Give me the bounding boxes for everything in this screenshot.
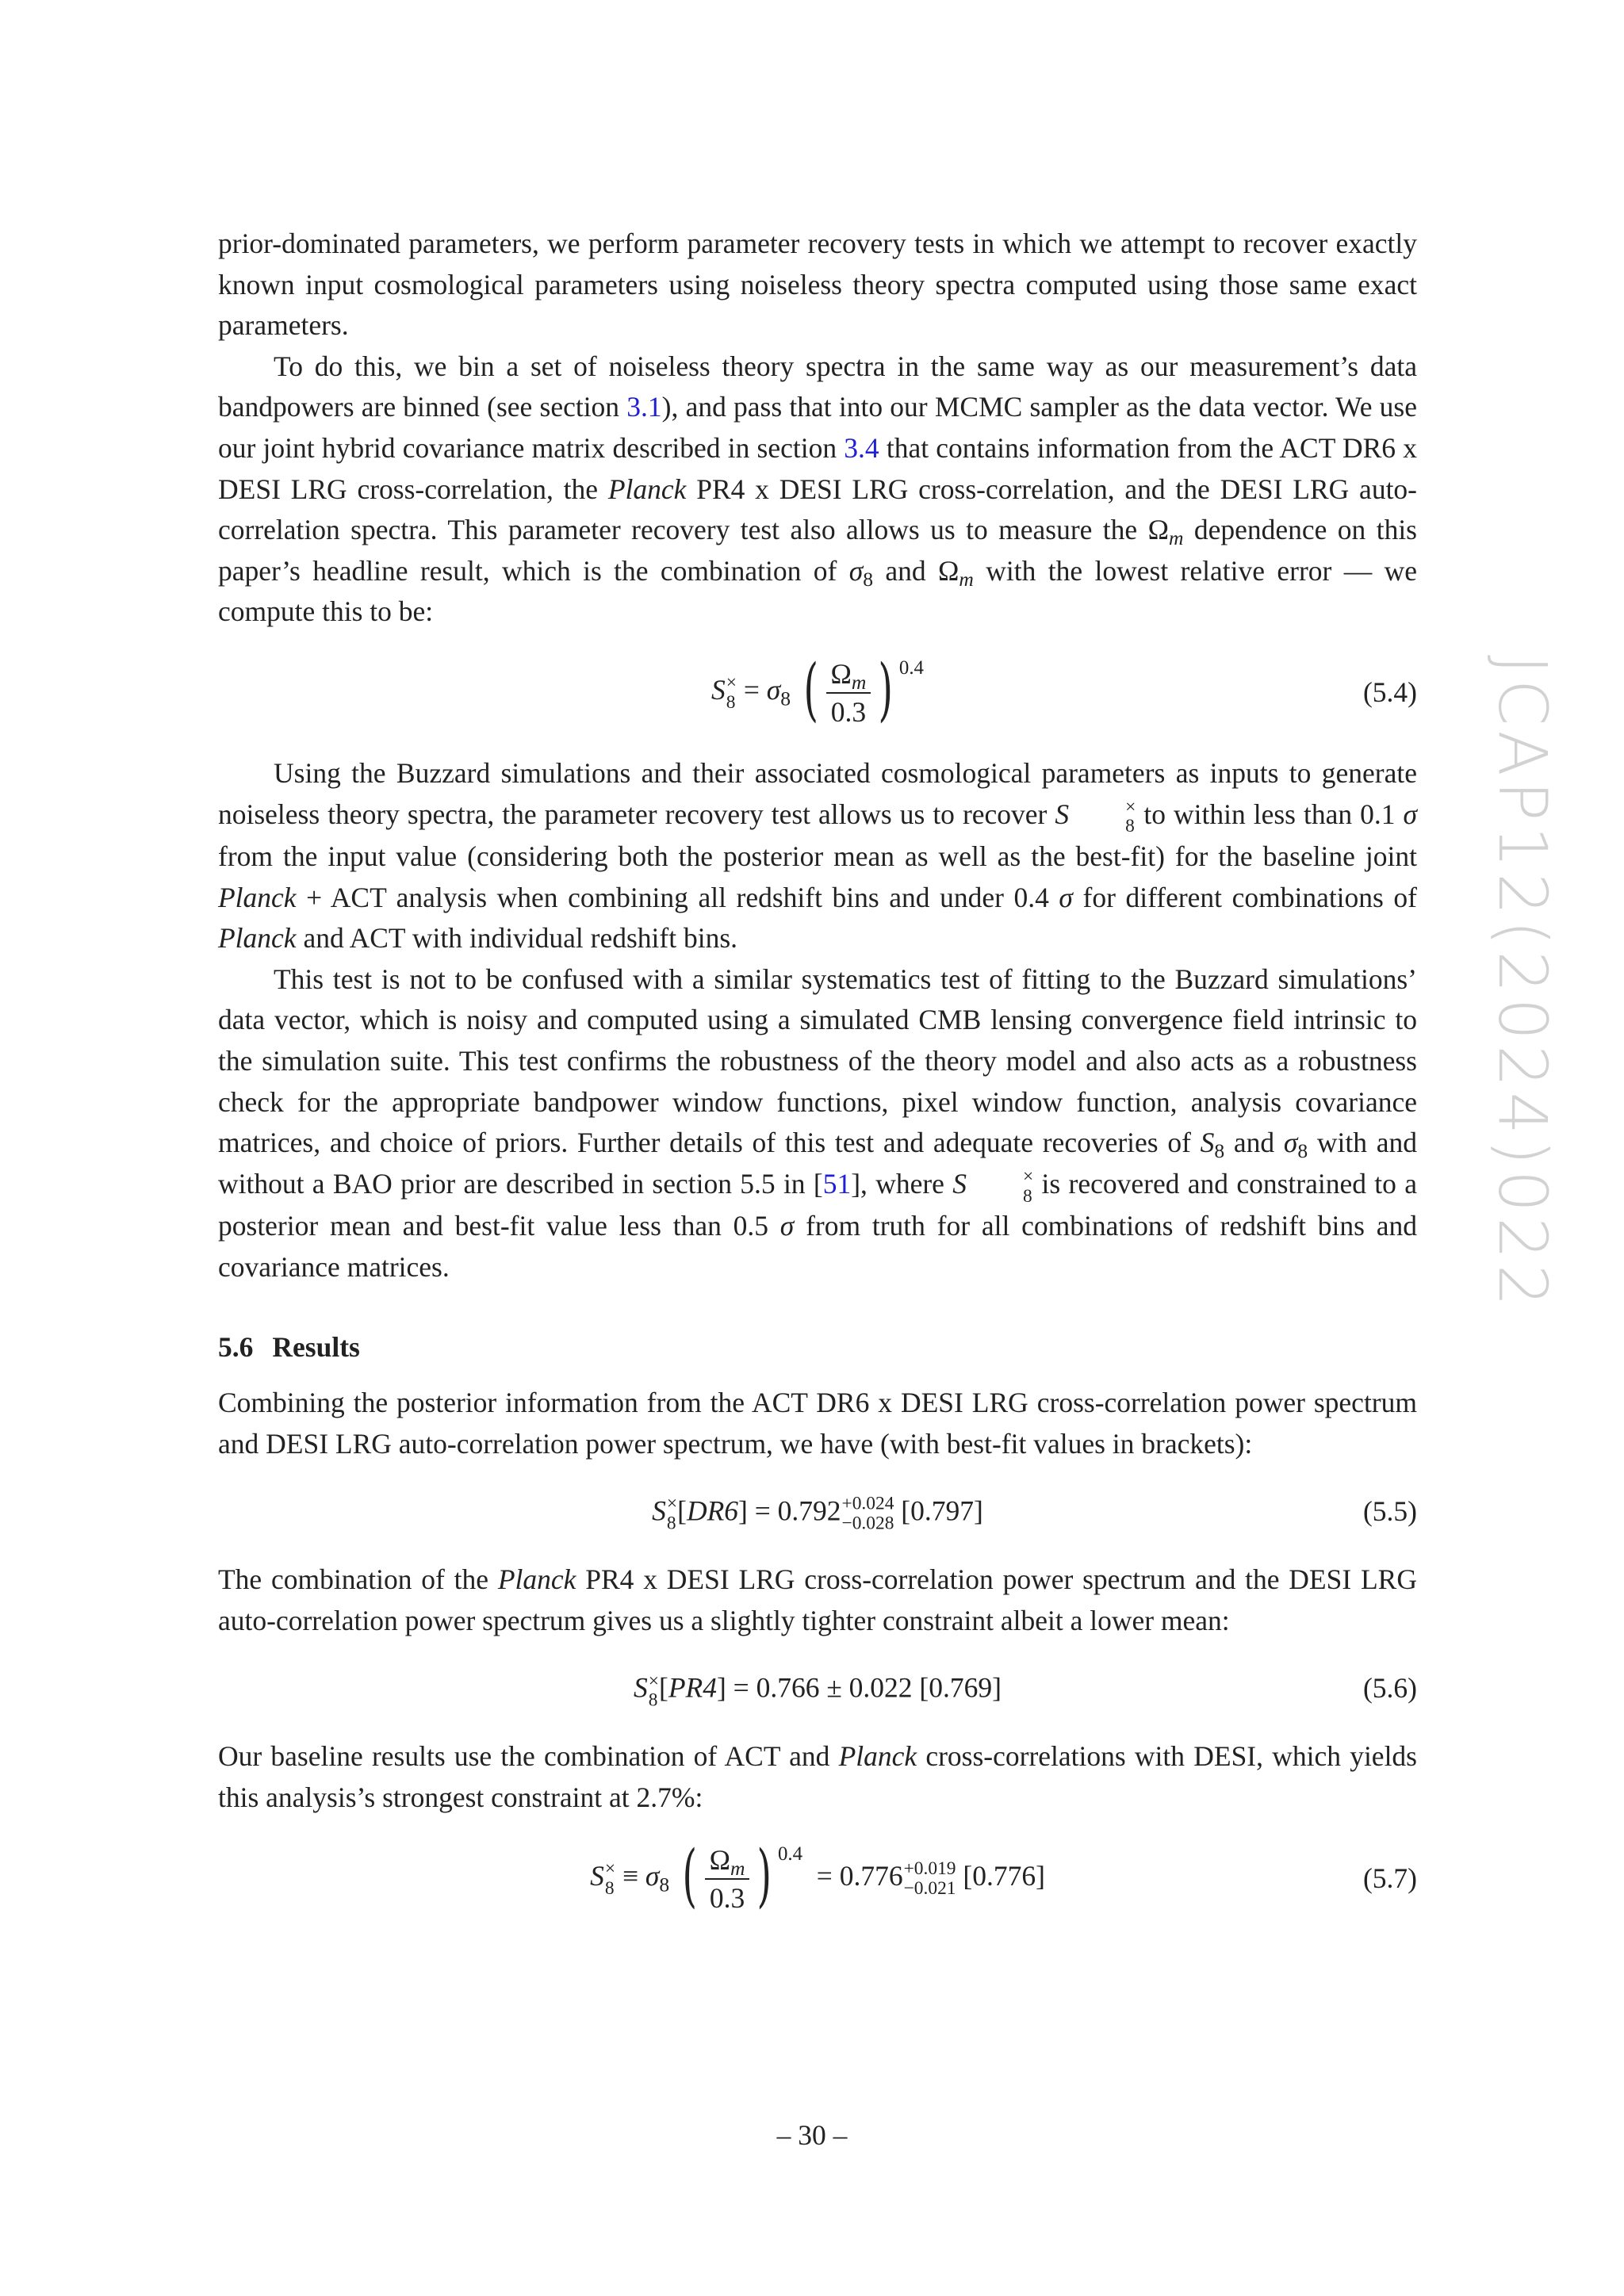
paragraph-1: prior-dominated parameters, we perform parameter recovery tests in which we attempt to recover exactly known input cosmological parameters using noiseless theory spectra computed using those same exact parameters.: [218, 228, 1417, 342]
paragraph-5: Combining the posterior information from the ACT DR6 x DESI LRG cross-correlation power spectrum and DESI LRG auto-correlation power spectrum, we have (with best-fit values in brackets):: [218, 1387, 1417, 1460]
eq-upper-error: +0.019: [903, 1858, 956, 1879]
eq-value: 0.776: [839, 1859, 903, 1892]
section-heading: [218, 1327, 1417, 1368]
page-number: – 30 –: [776, 2119, 848, 2151]
planck-italic: Planck: [497, 1563, 576, 1596]
section-link-3-4[interactable]: 3.4: [844, 431, 879, 464]
text-run: from the input value (considering both the posterior mean as well as the best-fit) for the baseline joint: [218, 840, 1417, 872]
equation-5-7: [218, 1830, 1417, 1928]
equation-5-5: [218, 1475, 1417, 1548]
text-run: Our baseline results use the combination of ACT and: [218, 1740, 839, 1773]
text-run: dependence on this paper’s headline result, which is the combination of: [218, 514, 1417, 587]
equation-body: S × 8 [PR4] = 0.766 ± 0.022 [0.769]: [634, 1670, 1002, 1711]
text-run: and: [873, 554, 939, 587]
section-title: Results: [272, 1331, 360, 1364]
exponent: 0.4: [898, 656, 924, 679]
paragraph-6: [218, 1559, 1417, 1641]
planck-italic: Planck: [218, 922, 297, 955]
eq-value: 0.792: [777, 1494, 841, 1527]
text-run: and ACT with individual redshift bins.: [296, 922, 738, 955]
planck-italic: Planck: [838, 1740, 917, 1773]
paragraph-2: To do this, we bin a set of noiseless theory spectra in the same way as our measurement’s data bandpowers are binned (see section 3.1), and pass that into our MCMC sampler as the data vector. We use our joint hybrid covariance matrix described in section 3.4 that contains information from the ACT DR6 x DESI LRG cross-correlation, the Planck PR4 x DESI LRG cross-correlation, and the DESI LRG auto-correlation spectra. This parameter recovery test also allows us to measure the $\Omega_m$ dependence on this paper’s headline result, which is the combination of $\sigma_8$ and $\Omega_m$ with the lowest relative error — we compute this to be:: [218, 350, 1418, 628]
text-run: The combination of the: [218, 1563, 498, 1596]
eq-lower-error: −0.021: [903, 1877, 956, 1899]
section-link-3-1[interactable]: 3.1: [626, 391, 662, 423]
text-run: + ACT analysis when combining all redshift bins and under 0.4: [296, 881, 1059, 913]
planck-italic: Planck: [218, 881, 297, 913]
text-run: with the lowest relative error — we compute this to be:: [218, 554, 1417, 628]
citation-link-51[interactable]: 51: [822, 1167, 852, 1200]
eq-lower-error: −0.028: [841, 1513, 894, 1534]
text-run: PR4 x DESI LRG cross-correlation power spectrum and the DESI LRG auto-correlation power spectrum gives us a slightly tighter constraint albeit a lower mean:: [218, 1563, 1417, 1636]
text-run: to within less than 0.1: [1136, 798, 1404, 830]
equation-body: S × 8 = $\sigma_8$ ( $\frac{\Omega_m}{0.3}$ ) $^{0.4}$: [711, 649, 924, 729]
fraction-denominator: 0.3: [709, 1881, 745, 1914]
text-run: for different combinations of: [1072, 881, 1418, 913]
text-run: ), and pass that into our MCMC sampler as the data vector. We use our joint hybrid covariance matrix described in section: [218, 391, 1417, 464]
paragraph-4: This test is not to be confused with a similar systematics test of fitting to the Buzzard simulations’ data vector, which is noisy and computed using a simulated CMB lensing convergence field intrinsic to the simulation suite. This test confirms the robustness of the theory model and also acts as a robustness check for the appropriate bandpower window functions, pixel window function, analysis covariance matrices, and choice of priors. Further details of this test and adequate recoveries of $S_8$ and $\sigma_8$ with and without a BAO prior are described in section 5.5 in [51], where S × 8 is recovered and constrained to a posterior mean and best-fit value less than 0.5 σ from truth for all combinations of redshift bins and covariance matrices.: [218, 962, 1417, 1283]
eq-bestfit: [0.769]: [919, 1671, 1002, 1704]
eq-label: DR6: [686, 1494, 739, 1527]
equation-number: (5.5): [1362, 1495, 1417, 1528]
planck-italic: Planck: [607, 473, 687, 505]
equation-5-4: [218, 644, 1417, 742]
eq-bestfit: [0.797]: [901, 1494, 983, 1527]
text-run: with and without a BAO prior are described in section 5.5 in [: [218, 1127, 1417, 1200]
text-run: and: [1224, 1127, 1284, 1159]
paragraph-3: Using the Buzzard simulations and their associated cosmological parameters as inputs to generate noiseless theory spectra, the parameter recovery test allows us to recover S × 8 to within less than 0.1 σ from the input value (considering both the posterior mean as well as the best-fit) for the baseline joint Planck + ACT analysis when combining all redshift bins and under 0.4 σ for different combinations of Planck and ACT with individual redshift bins.: [218, 756, 1418, 955]
text-run: This test is not to be confused with a similar systematics test of fitting to the Buzzard simulations’ data vector, which is noisy and computed using a simulated CMB lensing convergence field intrinsic to the simulation suite. This test confirms the robustness of the theory model and also acts as a robustness check for the appropriate bandpower window functions, pixel window function, analysis covariance matrices, and choice of priors. Further details of this test and adequate recoveries of: [218, 962, 1417, 1159]
equation-body: S × 8 [DR6] = 0.792 +0.024 −0.028 [0.797]: [652, 1493, 983, 1534]
equation-number: (5.6): [1362, 1672, 1417, 1705]
page-body: [218, 224, 1417, 1939]
text-run: ], where: [851, 1167, 953, 1200]
paragraph-7: [218, 1736, 1417, 1818]
equation-number: (5.7): [1362, 1862, 1417, 1894]
exponent: 0.4: [777, 1843, 803, 1865]
fraction-denominator: 0.3: [830, 695, 867, 728]
text-run: from truth for all combinations of redshift bins and covariance matrices.: [218, 1210, 1417, 1283]
eq-value: 0.766 ± 0.022: [756, 1671, 913, 1704]
text-run: To do this, we bin a set of noiseless theory spectra in the same way as our measurement’s data bandpowers are binned (see section: [218, 350, 1417, 423]
watermark-text: JCAP12(2024)022: [1484, 654, 1562, 1312]
text-run: that contains information from the ACT DR6 x DESI LRG cross-correlation, the: [218, 431, 1417, 505]
equation-number: (5.4): [1362, 676, 1417, 709]
journal-watermark: [1467, 618, 1578, 1348]
equation-5-6: [218, 1652, 1417, 1725]
text-run: is recovered and constrained to a posterior mean and best-fit value less than 0.5: [218, 1167, 1417, 1242]
equation-body: S × 8 ≡ $\sigma_8$ ( $\frac{\Omega_m}{0.3}$ ) $^{0.4}$ = 0.776 +0.019 −0.021 [0.776]: [590, 1835, 1045, 1915]
text-run: Using the Buzzard simulations and their associated cosmological parameters as inputs to generate noiseless theory spectra, the parameter recovery test allows us to recover: [218, 756, 1417, 830]
eq-upper-error: +0.024: [841, 1493, 894, 1514]
eq-bestfit: [0.776]: [963, 1859, 1045, 1892]
text-run: cross-correlations with DESI, which yields this analysis’s strongest constraint at 2.7%:: [218, 1740, 1417, 1813]
text-run: PR4 x DESI LRG cross-correlation, and the DESI LRG auto-correlation spectra. This parameter recovery test also allows us to measure the: [218, 473, 1418, 546]
eq-label: PR4: [668, 1671, 717, 1704]
section-number: 5.6: [218, 1331, 254, 1364]
